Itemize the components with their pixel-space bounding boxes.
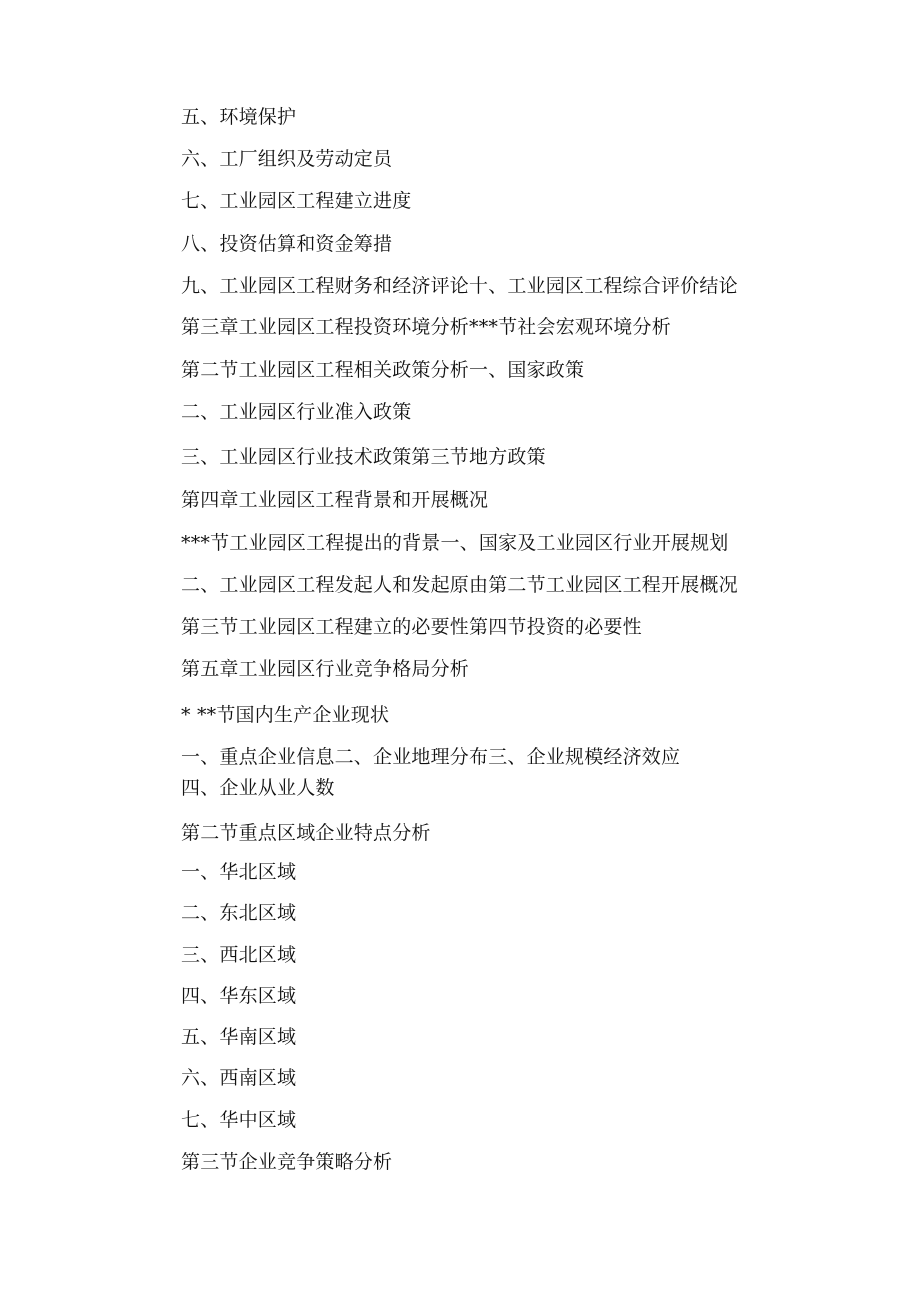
toc-line: 四、华东区域 [181,985,297,1007]
toc-line: 一、重点企业信息二、企业地理分布三、企业规模经济效应 [181,746,681,768]
toc-line: 二、工业园区行业准入政策 [181,401,412,423]
section-heading: 第三节工业园区工程建立的必要性第四节投资的必要性 [181,616,642,638]
toc-line: 六、西南区域 [181,1067,297,1089]
chapter-heading: 第四章工业园区工程背景和开展概况 [181,489,489,511]
toc-line: 四、企业从业人数 [181,777,335,799]
toc-line: 三、工业园区行业技术政策第三节地方政策 [181,446,546,468]
section-heading: 第二节工业园区工程相关政策分析一、国家政策 [181,359,585,381]
chapter-heading: 第三章工业园区工程投资环境分析***节社会宏观环境分析 [181,316,671,338]
toc-line: 五、华南区域 [181,1026,297,1048]
section-heading: ***节工业园区工程提出的背景一、国家及工业园区行业开展规划 [181,532,729,554]
toc-line: 二、工业园区工程发起人和发起原由第二节工业园区工程开展概况 [181,574,738,596]
section-heading: * **节国内生产企业现状 [181,704,390,726]
section-heading: 第三节企业竞争策略分析 [181,1151,393,1173]
toc-line: 一、华北区域 [181,861,297,883]
toc-line: 八、投资估算和资金筹措 [181,233,393,255]
toc-line: 五、环境保护 [181,106,297,128]
toc-line: 九、工业园区工程财务和经济评论十、工业园区工程综合评价结论 [181,275,738,297]
toc-line: 七、工业园区工程建立进度 [181,190,412,212]
section-heading: 第二节重点区域企业特点分析 [181,822,431,844]
chapter-heading: 第五章工业园区行业竞争格局分析 [181,658,470,680]
toc-line: 二、东北区域 [181,902,297,924]
toc-line: 三、西北区域 [181,944,297,966]
toc-line: 六、工厂组织及劳动定员 [181,148,393,170]
toc-line: 七、华中区域 [181,1109,297,1131]
